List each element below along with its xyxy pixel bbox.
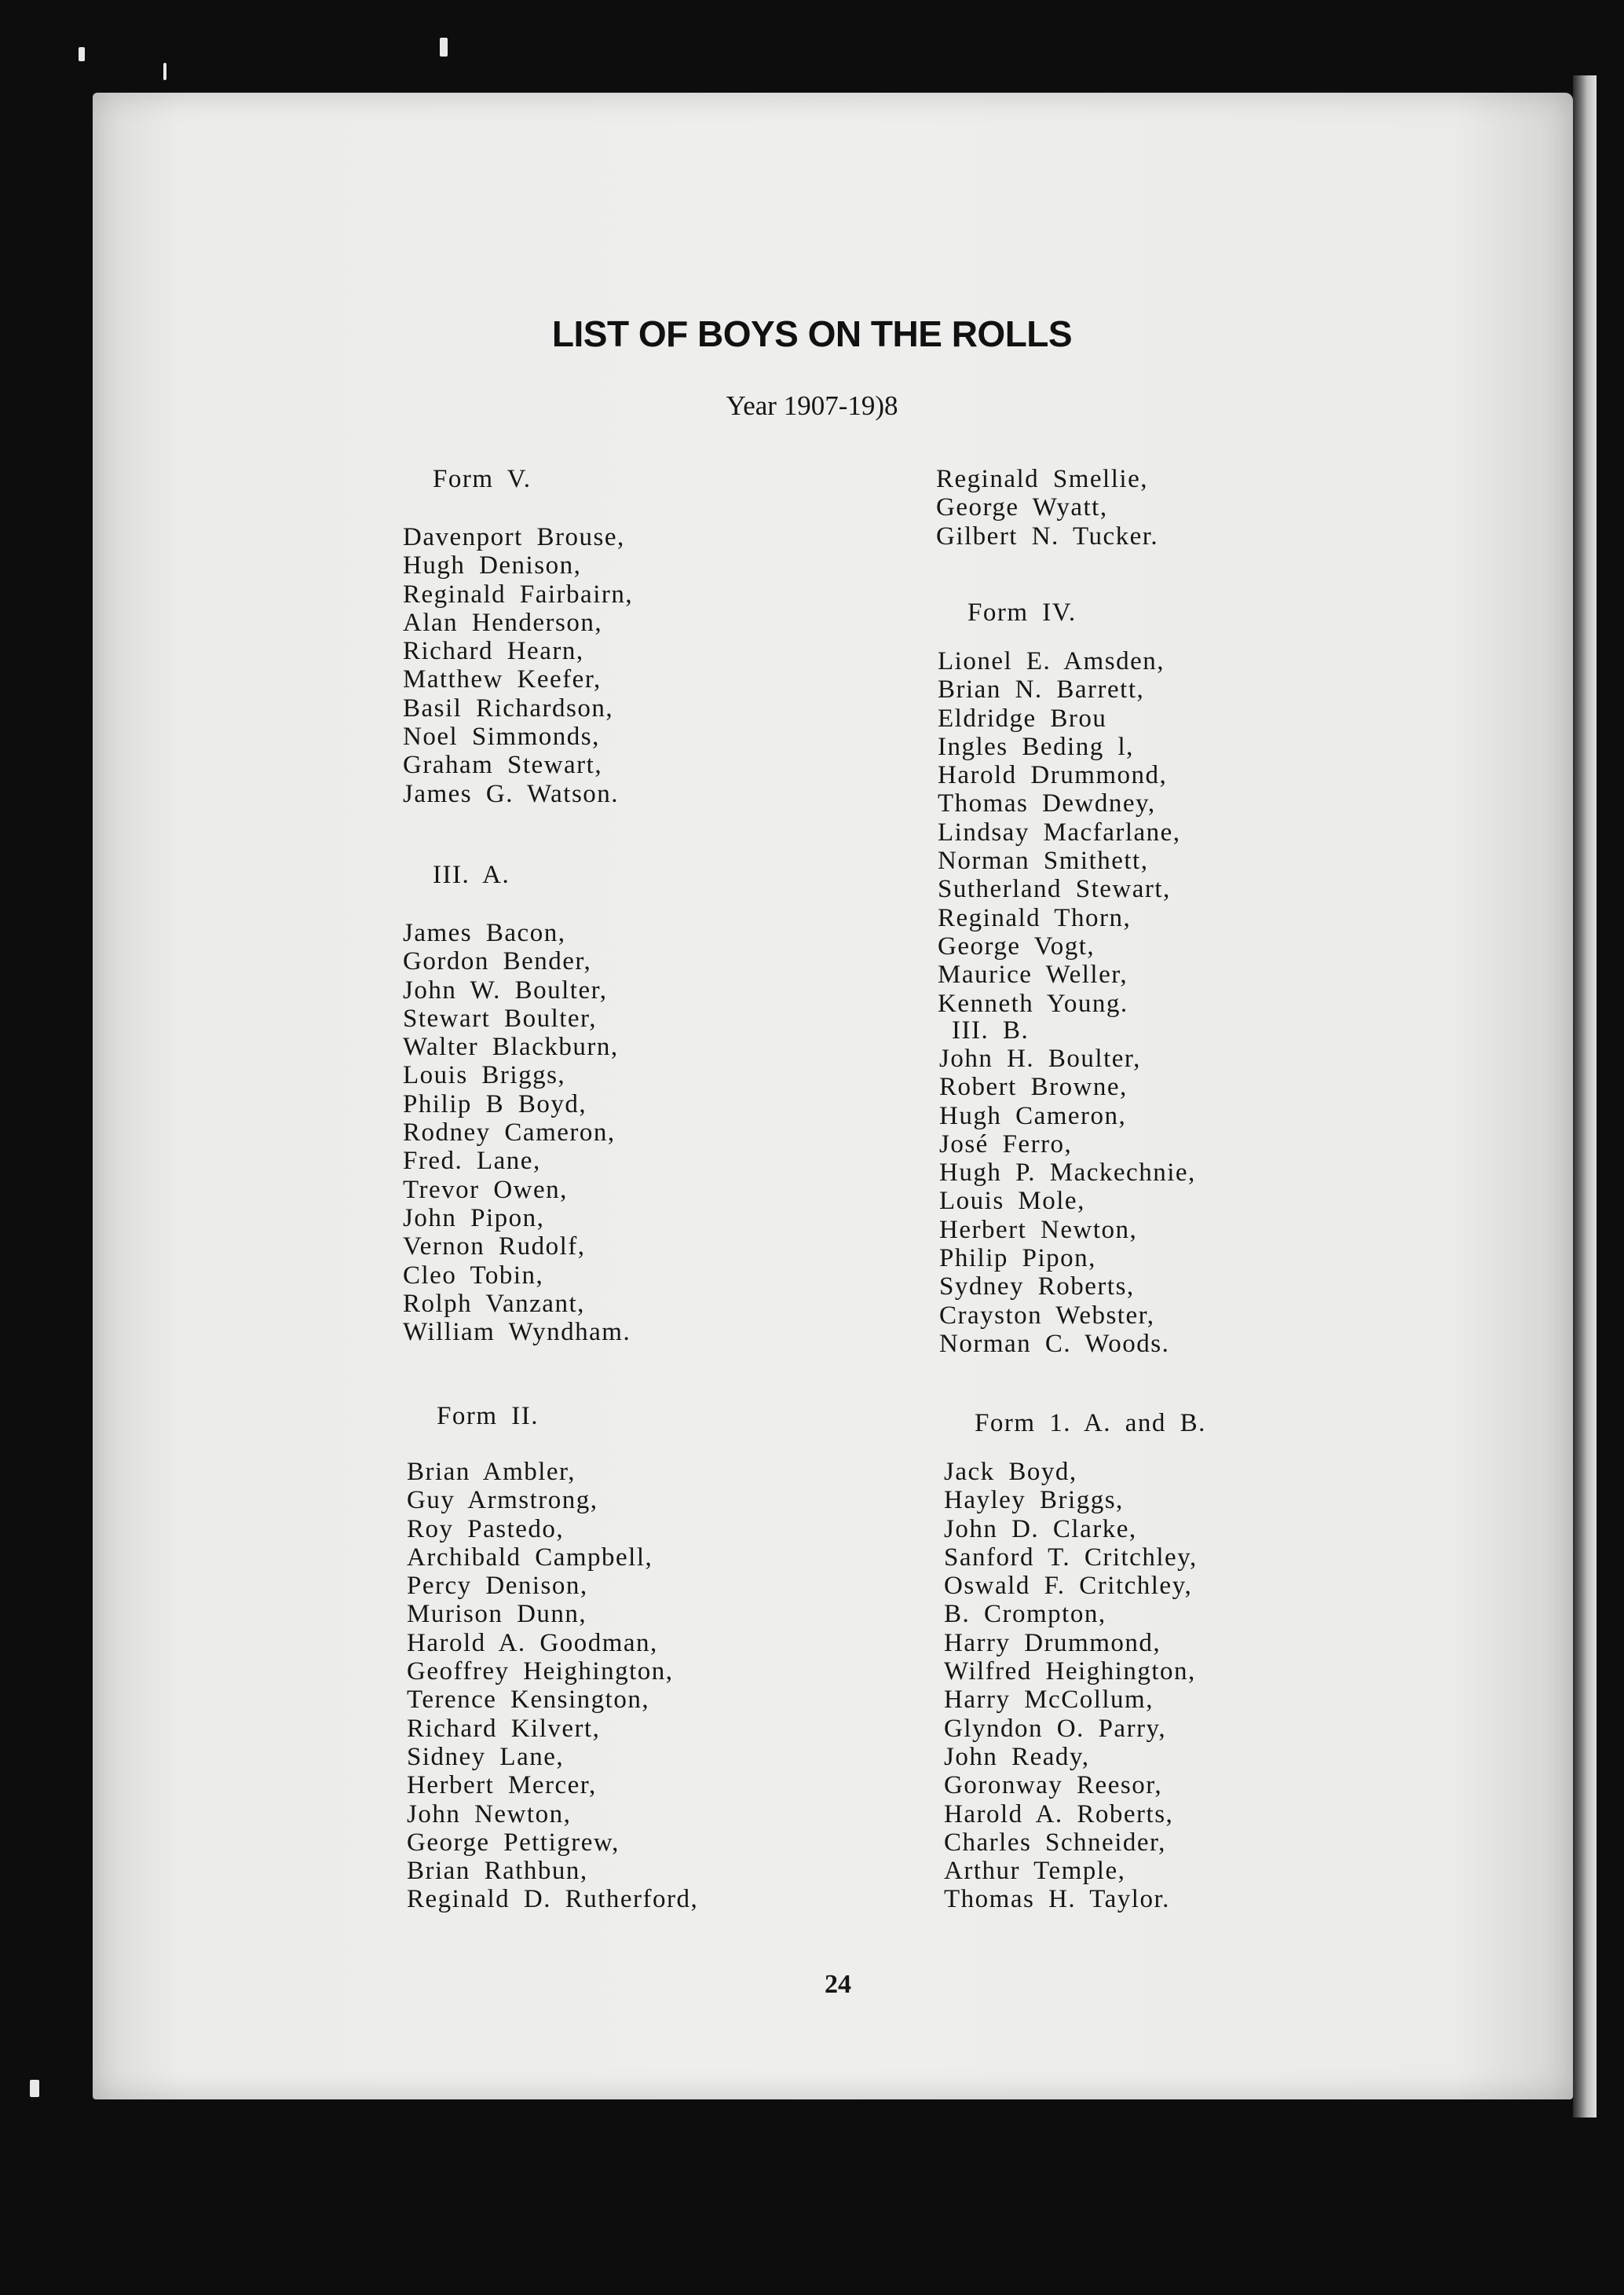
student-name: Robert Browne, xyxy=(939,1073,1128,1102)
name-list-form-3b xyxy=(939,1045,1196,1358)
student-name: George Pettigrew, xyxy=(407,1828,620,1857)
student-name: Harold Drummond, xyxy=(938,761,1168,790)
name-list-form-3a xyxy=(403,919,631,1346)
student-name: Herbert Mercer, xyxy=(407,1771,597,1800)
student-name: Trevor Owen, xyxy=(403,1175,568,1204)
student-name: Harry McCollum, xyxy=(944,1686,1154,1715)
student-name: Richard Hearn, xyxy=(403,637,584,666)
section-heading-form-4: Form IV. xyxy=(967,598,1077,627)
student-name: Sidney Lane, xyxy=(407,1742,565,1771)
student-name: Basil Richardson, xyxy=(403,694,614,723)
student-name: John D. Clarke, xyxy=(944,1514,1137,1543)
student-name: John Pipon, xyxy=(403,1203,545,1232)
student-name: José Ferro, xyxy=(939,1129,1073,1158)
student-name: Harry Drummond, xyxy=(944,1628,1161,1657)
student-name: Archibald Campbell, xyxy=(407,1543,653,1572)
student-name: Alan Henderson, xyxy=(403,608,603,637)
student-name: Norman C. Woods. xyxy=(939,1329,1170,1358)
student-name: Louis Mole, xyxy=(939,1187,1085,1216)
student-name: Hugh P. Mackechnie, xyxy=(939,1158,1196,1188)
student-name: Thomas H. Taylor. xyxy=(944,1885,1170,1914)
student-name: Hugh Cameron, xyxy=(939,1101,1127,1130)
student-name: Graham Stewart, xyxy=(403,751,603,780)
student-name: B. Crompton, xyxy=(944,1600,1106,1629)
student-name: Noel Simmonds, xyxy=(403,723,600,752)
student-name: Goronway Reesor, xyxy=(944,1771,1163,1800)
student-name: Terence Kensington, xyxy=(407,1686,650,1715)
student-name: Rodney Cameron, xyxy=(403,1118,616,1148)
student-name: Ingles Beding l, xyxy=(938,732,1134,761)
page-title: LIST OF BOYS ON THE ROLLS xyxy=(551,313,1073,354)
section-heading-form-5: Form V. xyxy=(433,465,532,493)
name-list-form-4 xyxy=(938,647,1181,1018)
student-name: Brian Ambler, xyxy=(407,1458,576,1486)
student-name: Sutherland Stewart, xyxy=(938,875,1171,904)
section-heading-form-1: Form 1. A. and B. xyxy=(975,1409,1206,1437)
student-name: Walter Blackburn, xyxy=(403,1033,619,1062)
student-name: Gordon Bender, xyxy=(403,947,592,976)
student-name: Hayley Briggs, xyxy=(944,1486,1124,1515)
student-name: Reginald Thorn, xyxy=(938,903,1132,932)
section-heading-form-3a: III. A. xyxy=(433,861,510,889)
student-name: Maurice Weller, xyxy=(938,961,1128,990)
student-name: Reginald Smellie, xyxy=(936,465,1148,493)
student-name: Sanford T. Critchley, xyxy=(944,1543,1198,1572)
student-name: Louis Briggs, xyxy=(403,1061,566,1090)
student-name: Harold A. Roberts, xyxy=(944,1799,1174,1828)
student-name: Lionel E. Amsden, xyxy=(938,647,1165,675)
student-name: Cleo Tobin, xyxy=(403,1261,544,1290)
student-name: Roy Pastedo, xyxy=(407,1514,565,1543)
student-name: Crayston Webster, xyxy=(939,1301,1155,1330)
student-name: Glyndon O. Parry, xyxy=(944,1714,1167,1743)
student-name: Reginald Fairbairn, xyxy=(403,580,634,609)
student-name: Norman Smithett, xyxy=(938,847,1149,876)
student-name: Brian Rathbun, xyxy=(407,1857,588,1886)
student-name: John Newton, xyxy=(407,1799,572,1828)
name-list-form-2 xyxy=(407,1458,698,1914)
student-name: Oswald F. Critchley, xyxy=(944,1572,1193,1601)
name-list-form-5 xyxy=(403,523,633,808)
section-heading-form-3b: III. B. xyxy=(952,1016,1030,1045)
student-name: Jack Boyd, xyxy=(944,1458,1077,1486)
student-name: Harold A. Goodman, xyxy=(407,1628,658,1657)
student-name: Matthew Keefer, xyxy=(403,665,602,694)
scan-speck xyxy=(79,47,85,61)
scan-speck xyxy=(30,2080,39,2097)
student-name: Philip B Boyd, xyxy=(403,1089,587,1118)
student-name: Wilfred Heighington, xyxy=(944,1657,1196,1686)
student-name: Stewart Boulter, xyxy=(403,1004,597,1033)
student-name: John W. Boulter, xyxy=(403,975,608,1005)
student-name: Reginald D. Rutherford, xyxy=(407,1885,699,1914)
student-name: Thomas Dewdney, xyxy=(938,789,1156,818)
student-name: Charles Schneider, xyxy=(944,1828,1166,1857)
student-name: John Ready, xyxy=(944,1742,1090,1771)
student-name: Lindsay Macfarlane, xyxy=(938,818,1181,847)
student-name: Murison Dunn, xyxy=(407,1600,587,1629)
page-number: 24 xyxy=(825,1970,851,1999)
student-name: Vernon Rudolf, xyxy=(403,1232,586,1261)
student-name: Philip Pipon, xyxy=(939,1244,1096,1273)
scan-speck xyxy=(440,38,448,57)
student-name: Fred. Lane, xyxy=(403,1147,541,1176)
page-subtitle: Year 1907-19)8 xyxy=(726,390,898,421)
student-name: Eldridge Brou xyxy=(938,704,1107,733)
student-name: Sydney Roberts, xyxy=(939,1272,1135,1301)
student-name: Arthur Temple, xyxy=(944,1857,1126,1886)
facing-page-edge xyxy=(1573,75,1597,2117)
student-name: Rolph Vanzant, xyxy=(403,1289,585,1318)
student-name: William Wyndham. xyxy=(403,1318,631,1347)
student-name: George Vogt, xyxy=(938,932,1095,961)
student-name: Hugh Denison, xyxy=(403,551,582,580)
student-name: John H. Boulter, xyxy=(939,1045,1141,1073)
student-name: Percy Denison, xyxy=(407,1572,588,1601)
student-name: Brian N. Barrett, xyxy=(938,675,1145,705)
student-name: Davenport Brouse, xyxy=(403,523,625,551)
scan-speck xyxy=(163,63,166,80)
student-name: Kenneth Young. xyxy=(938,989,1128,1018)
student-name: James Bacon, xyxy=(403,919,566,947)
student-name: George Wyatt, xyxy=(936,493,1108,522)
section-heading-form-2: Form II. xyxy=(437,1402,539,1430)
student-name: James G. Watson. xyxy=(403,779,620,808)
student-name: Richard Kilvert, xyxy=(407,1714,601,1743)
student-name: Guy Armstrong, xyxy=(407,1486,598,1515)
name-list-form-1 xyxy=(944,1458,1198,1914)
student-name: Gilbert N. Tucker. xyxy=(936,522,1159,551)
student-name: Geoffrey Heighington, xyxy=(407,1657,674,1686)
student-name: Herbert Newton, xyxy=(939,1215,1138,1244)
name-list-form-5-continued xyxy=(936,465,1158,551)
